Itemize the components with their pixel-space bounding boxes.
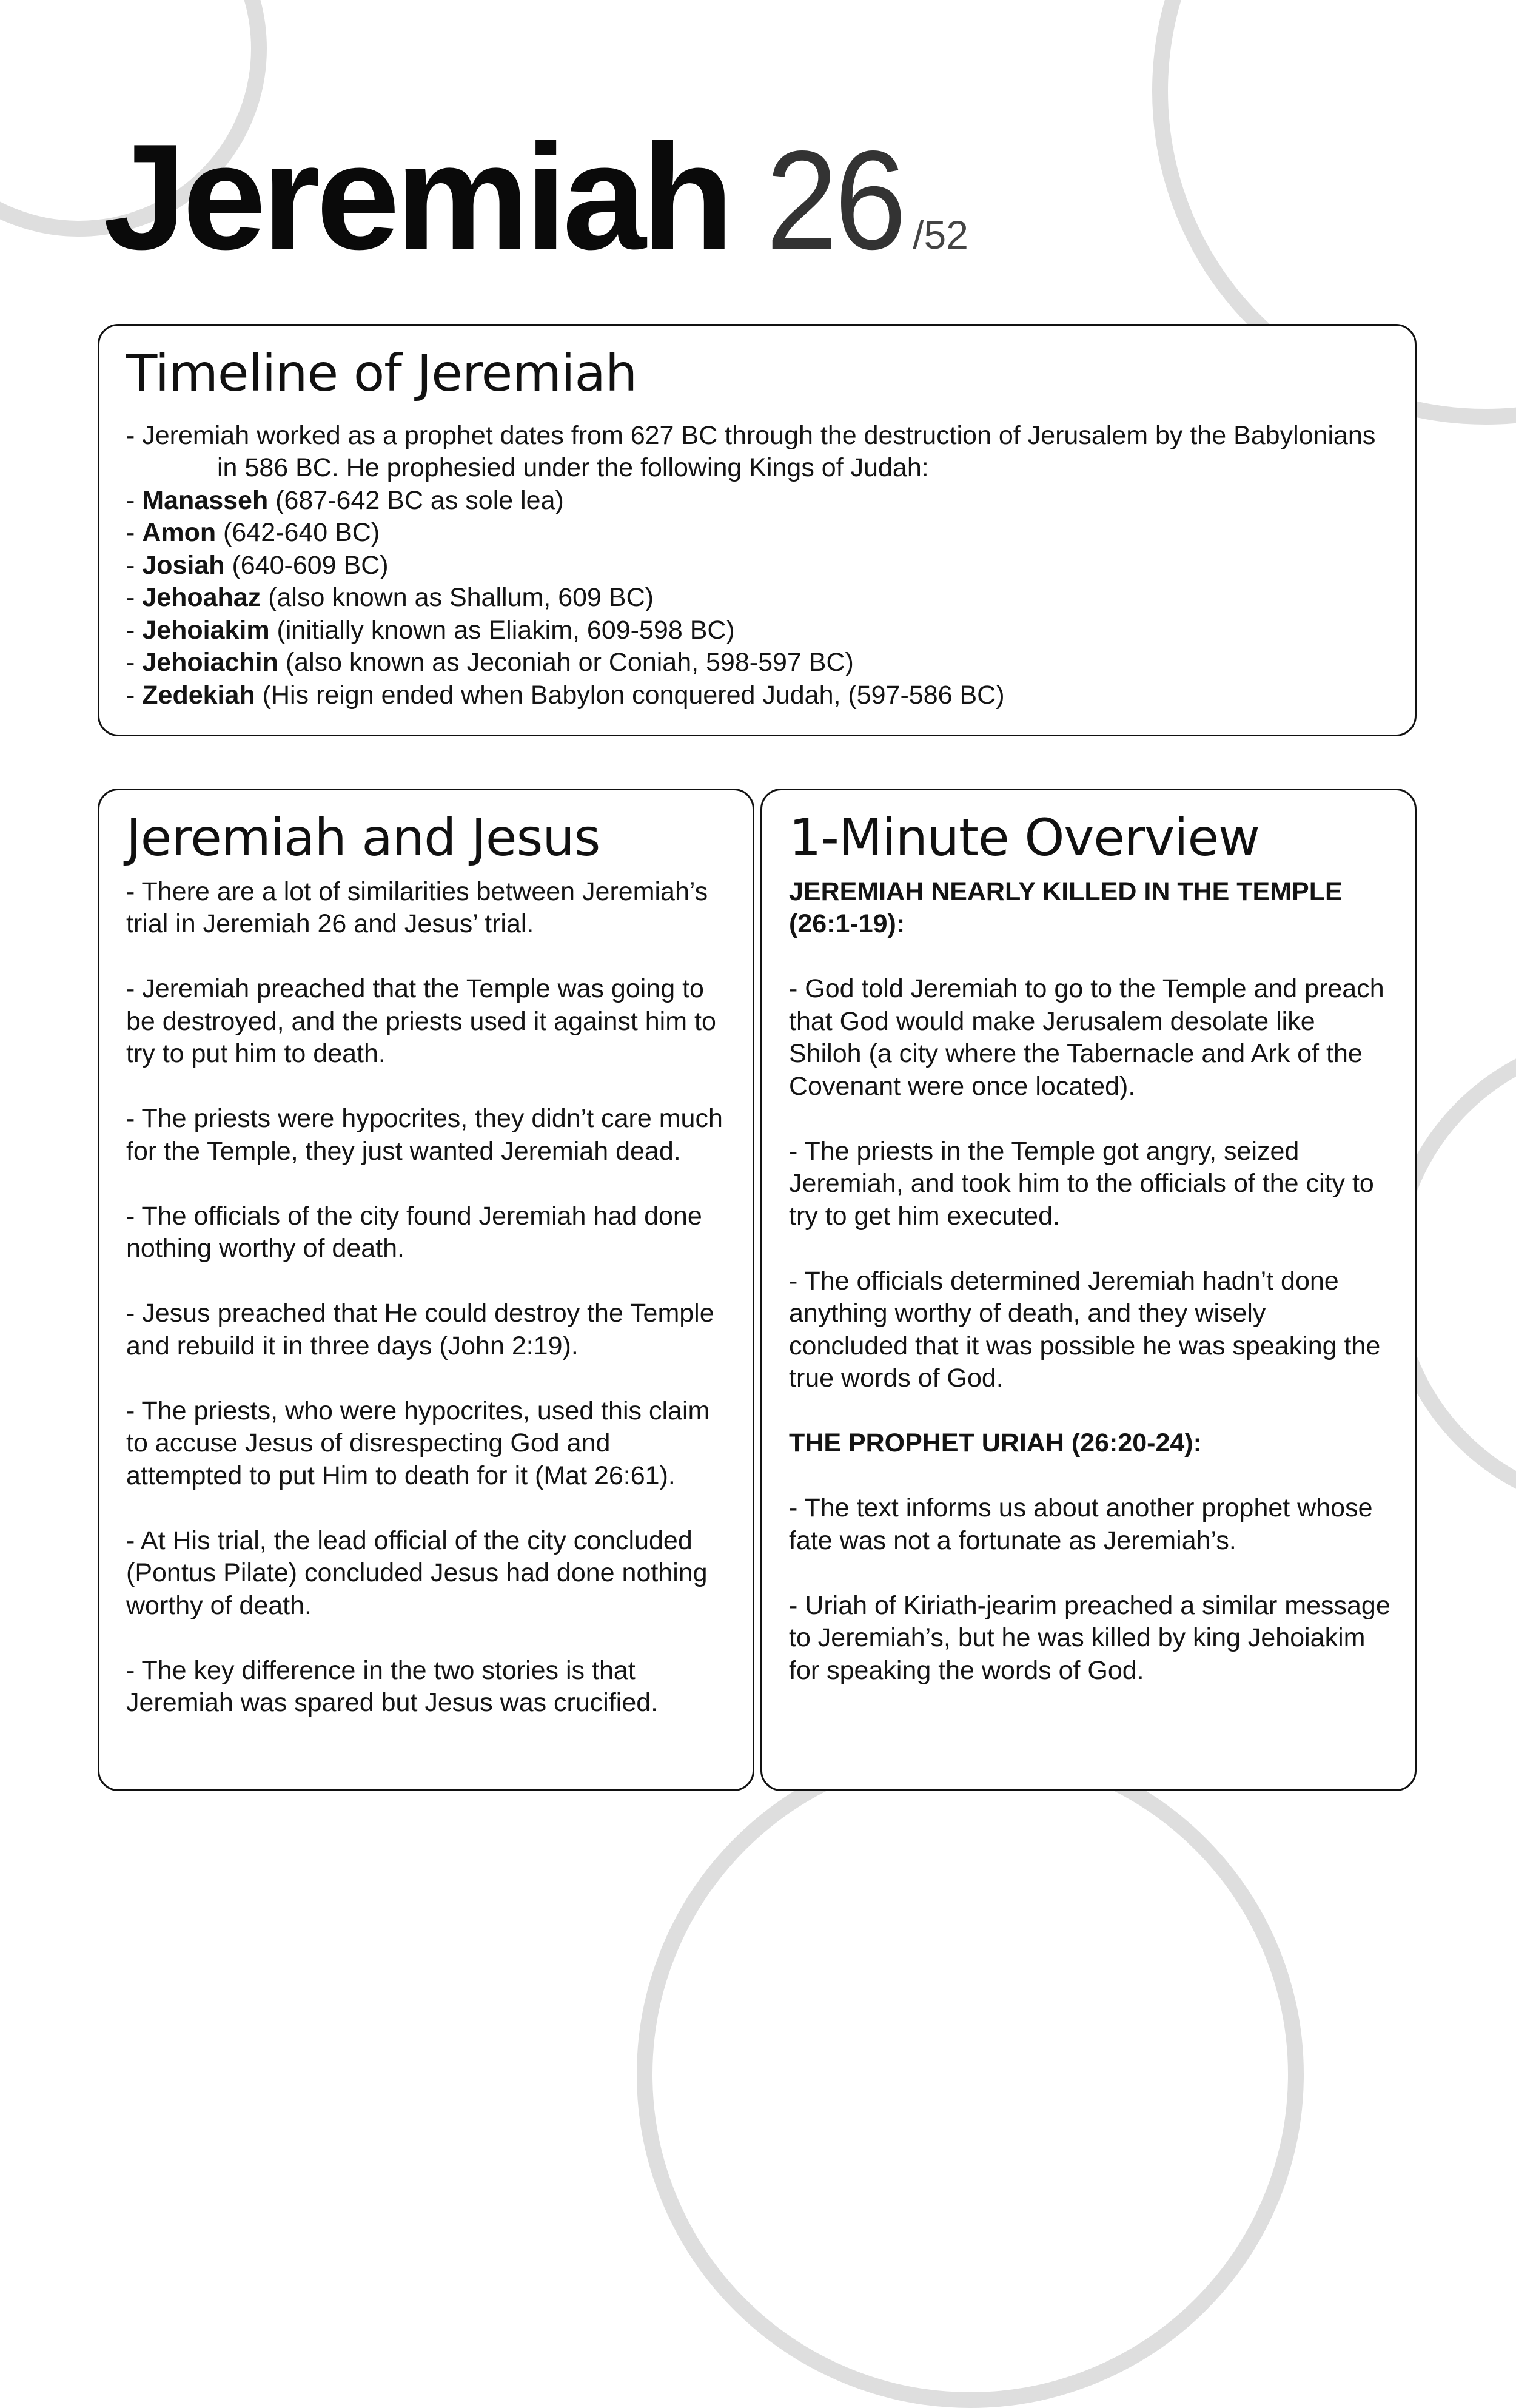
title-book-name: Jeremiah xyxy=(103,112,730,281)
king-detail: (also known as Shallum, 609 BC) xyxy=(261,583,654,613)
king-detail: (initially known as Eliakim, 609-598 BC) xyxy=(269,615,735,645)
king-detail: (640-609 BC) xyxy=(224,550,389,580)
overview-card xyxy=(760,789,1417,1791)
comparison-paragraph: - Jeremiah preached that the Temple was going to be destroyed, and the priests used it against him to try to put him to death. xyxy=(126,974,716,1069)
comparison-paragraph: - There are a lot of similarities between Jeremiah’s trial in Jeremiah 26 and Jesus’ trial. xyxy=(126,876,708,939)
king-item xyxy=(126,550,1390,582)
overview-paragraph: - God told Jeremiah to go to the Temple and preach that God would make Jerusalem desolate like Shiloh (a city where the Tabernacle and Ark of the Covenant were once located). xyxy=(789,974,1384,1101)
comparison-paragraph: - Jesus preached that He could destroy the Temple and rebuild it in three days (John 2:19). xyxy=(126,1299,714,1360)
king-name: Manasseh xyxy=(142,485,269,515)
comparison-paragraph: - The priests were hypocrites, they didn’t care much for the Temple, they just wanted Jeremiah dead. xyxy=(126,1104,723,1166)
title-chapter-total: /52 xyxy=(913,212,968,257)
comparison-paragraph: - At His trial, the lead official of the city concluded (Pontus Pilate) concluded Jesus had done nothing worthy of death. xyxy=(126,1525,708,1620)
king-item xyxy=(126,679,1390,712)
king-detail: (also known as Jeconiah or Coniah, 598-597 BC) xyxy=(278,648,854,678)
king-prefix: - xyxy=(126,615,143,645)
overview-paragraph: - Uriah of Kiriath-jearim preached a similar message to Jeremiah’s, but he was killed by king Jehoiakim for speaking the words of God. xyxy=(789,1590,1390,1685)
king-prefix: - xyxy=(126,550,143,580)
king-item xyxy=(126,614,1390,647)
timeline-card xyxy=(98,324,1417,736)
comparison-paragraph: - The key difference in the two stories is that Jeremiah was spared but Jesus was crucified. xyxy=(126,1655,659,1718)
overview-section-title: JEREMIAH NEARLY KILLED IN THE TEMPLE (26:1-19): xyxy=(789,876,1343,939)
king-item xyxy=(126,485,1390,517)
king-name: Jehoiakim xyxy=(142,615,270,645)
timeline-body xyxy=(126,420,1390,712)
overview-paragraph: - The text informs us about another prophet whose fate was not a fortunate as Jeremiah’s. xyxy=(789,1493,1373,1555)
king-prefix: - xyxy=(126,583,143,613)
jeremiah-and-jesus-card xyxy=(98,789,754,1791)
title-chapter-number: 26 xyxy=(766,122,904,279)
overview-paragraph: - The priests in the Temple got angry, seized Jeremiah, and took him to the officials of the city to try to get him executed. xyxy=(789,1136,1374,1231)
king-prefix: - xyxy=(126,485,143,515)
jeremiah-and-jesus-body xyxy=(126,876,728,1720)
page-title xyxy=(103,112,968,281)
king-name: Amon xyxy=(142,518,216,548)
king-name: Jehoiachin xyxy=(142,648,278,678)
overview-section-title: THE PROPHET URIAH (26:20-24): xyxy=(789,1428,1202,1458)
king-name: Zedekiah xyxy=(142,680,255,710)
king-detail: (642-640 BC) xyxy=(216,518,380,548)
king-detail: (687-642 BC as sole lea) xyxy=(268,485,564,515)
comparison-paragraph: - The priests, who were hypocrites, used this claim to accuse Jesus of disrespecting God and attempted to put Him to death for it (Mat 26:61). xyxy=(126,1396,710,1490)
king-prefix: - xyxy=(126,680,143,710)
jeremiah-and-jesus-heading: Jeremiah and Jesus xyxy=(126,808,600,867)
king-prefix: - xyxy=(126,518,143,548)
king-item xyxy=(126,582,1390,614)
timeline-intro: - Jeremiah worked as a prophet dates from 627 BC through the destruction of Jerusalem by the Babylonians in 586 BC. He prophesied under the following Kings of Judah: xyxy=(126,420,1376,483)
comparison-paragraph: - The officials of the city found Jeremiah had done nothing worthy of death. xyxy=(126,1201,702,1263)
decorative-ring-bottom-center xyxy=(637,1741,1304,2408)
overview-paragraph: - The officials determined Jeremiah hadn’t done anything worthy of death, and they wisely concluded that it was possible he was speaking the true words of God. xyxy=(789,1266,1381,1393)
king-name: Josiah xyxy=(142,550,225,580)
overview-body xyxy=(789,876,1390,1687)
king-name: Jehoahaz xyxy=(142,583,261,613)
king-item xyxy=(126,517,1390,550)
overview-heading: 1-Minute Overview xyxy=(789,808,1259,867)
king-item xyxy=(126,647,1390,679)
timeline-heading: Timeline of Jeremiah xyxy=(126,343,637,403)
king-prefix: - xyxy=(126,648,143,678)
king-detail: (His reign ended when Babylon conquered Judah, (597-586 BC) xyxy=(255,680,1005,710)
